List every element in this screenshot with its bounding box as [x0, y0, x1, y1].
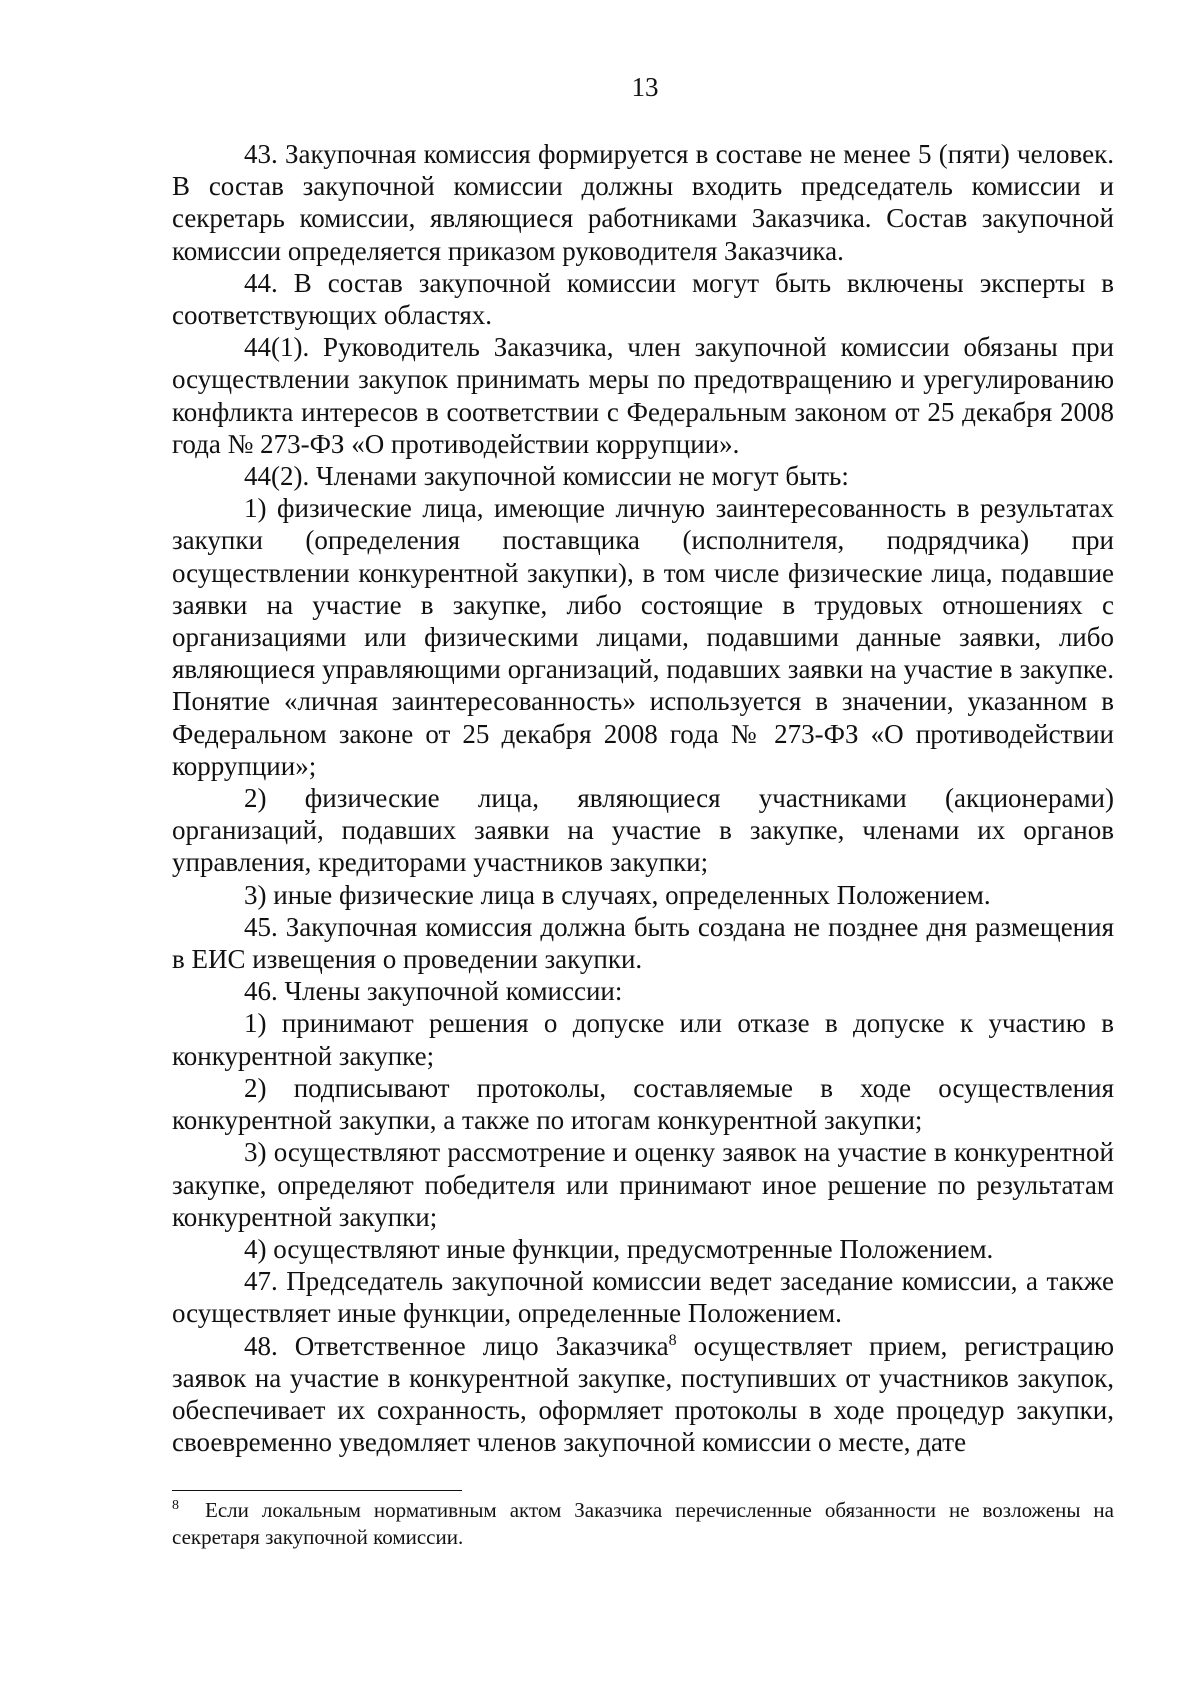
footnote-separator — [172, 1490, 462, 1491]
page-number: 13 — [631, 72, 659, 102]
list-item-44-2-2: 2) физические лица, являющиеся участниками (акционерами) организаций, подавших заявки на участие в закупке, членами их органов управления, кредиторами участников закупки; — [172, 783, 1114, 878]
paragraph-44-2: 44(2). Членами закупочной комиссии не могут быть: — [244, 461, 849, 492]
list-item-46-4: 4) осуществляют иные функции, предусмотренные Положением. — [244, 1233, 994, 1264]
paragraph-43: 43. Закупочная комиссия формируется в составе не менее 5 (пяти) человек. В состав закупочной комиссии должны входить председатель комиссии и секретарь комиссии, являющиеся работниками Заказчика. Состав закупочной комиссии определяется приказом руководителя Заказчика. — [172, 139, 1114, 266]
main-text — [172, 138, 1114, 1458]
list-item-46-2: 2) подписывают протоколы, составляемые в ходе осуществления конкурентной закупки, а также по итогам конкурентной закупки; — [172, 1072, 1114, 1136]
list-item-46-1: 1) принимают решения о допуске или отказе в допуске к участию в конкурентной закупке; — [172, 1008, 1114, 1071]
footnote-mark: 8 — [172, 1498, 179, 1513]
paragraph-44-1: 44(1). Руководитель Заказчика, член закупочной комиссии обязаны при осуществлении закупок принимать меры по предотвращению и урегулированию конфликта интересов в соответствии с Федеральным законом от 25 декабря 2008 года № 273-ФЗ «О противодействии коррупции». — [172, 332, 1114, 459]
footnote-text-block — [172, 1497, 1114, 1551]
list-item-46-3: 3) осуществляют рассмотрение и оценку заявок на участие в конкурентной закупке, определяют победителя или принимают иное решение по результатам конкурентной закупки; — [172, 1137, 1114, 1232]
paragraph-45: 45. Закупочная комиссия должна быть создана не позднее дня размещения в ЕИС извещения о проведении закупки. — [172, 911, 1114, 975]
paragraph-48-start: 48. Ответственное лицо Заказчика — [244, 1330, 669, 1361]
paragraph-47: 47. Председатель закупочной комиссии ведет заседание комиссии, а также осуществляет иные функции, определенные Положением. — [172, 1266, 1114, 1329]
footnote-reference[interactable]: 8 — [668, 1331, 677, 1349]
list-item-44-2-1: 1) физические лица, имеющие личную заинтересованность в результатах закупки (определения поставщика (исполнителя, подрядчика) при осуществлении конкурентной закупки), в том числе физические лица, подавшие заявки на участие в закупке, либо состоящие в трудовых отношениях с организациями или физическими лицами, подавшими данные заявки, либо являющиеся управляющими организаций, подавших заявки на участие в закупке. Понятие «личная заинтересованность» используется в значении, указанном в Федеральном законе от 25 декабря 2008 года № 273-ФЗ «О противодействии коррупции»; — [172, 493, 1114, 781]
paragraph-46: 46. Члены закупочной комиссии: — [244, 976, 623, 1007]
paragraph-48-rest: осуществляет прием, регистрацию заявок на участие в конкурентной закупке, поступивших от участников закупок, обеспечивает их сохранность, оформляет протоколы в ходе процедур закупки, своевременно уведомляет членов закупочной комиссии о месте, дате — [172, 1330, 1114, 1458]
paragraph-44: 44. В состав закупочной комиссии могут быть включены эксперты в соответствующих областях. — [172, 267, 1114, 331]
footnote-text: Если локальным нормативным актом Заказчика перечисленные обязанности не возложены на секретаря закупочной комиссии. — [172, 1498, 1114, 1549]
footnote — [172, 1497, 1114, 1551]
list-item-44-2-3: 3) иные физические лица в случаях, определенных Положением. — [244, 879, 991, 910]
paragraph-48 — [172, 1330, 1114, 1459]
